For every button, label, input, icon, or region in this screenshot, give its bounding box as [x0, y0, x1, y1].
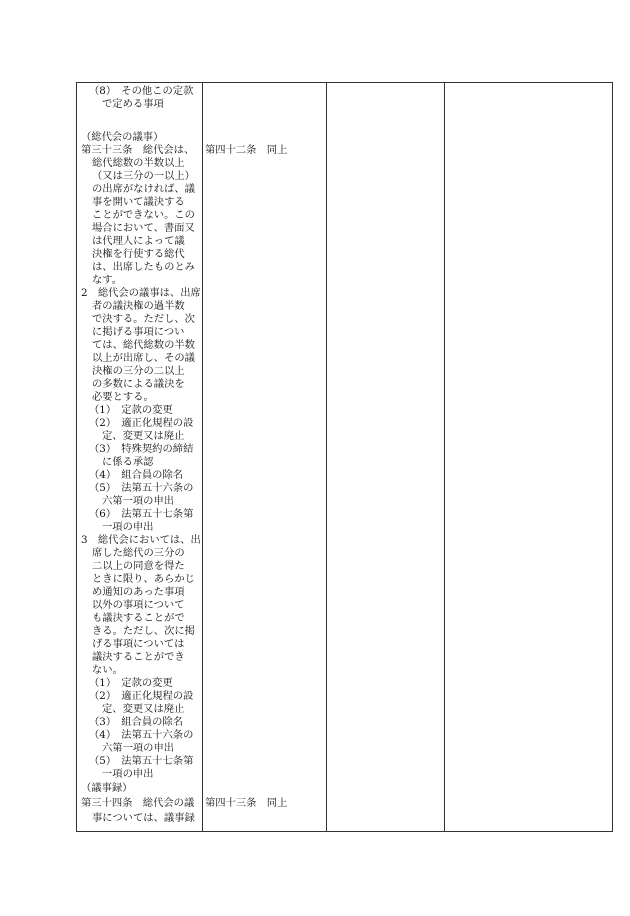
- article-text-line: 必要とする。: [92, 391, 154, 403]
- article-text-line: 六第一項の申出: [102, 495, 175, 507]
- regulation-comparison-table: [76, 82, 613, 832]
- article-text-line: （2） 適正化規程の設: [89, 690, 194, 702]
- article-text-line: 第三十三条 総代会は、: [81, 144, 195, 156]
- column-divider-3: [444, 83, 445, 831]
- reference-text-line: 第四十二条 同上: [205, 144, 288, 156]
- article-text-line: 一項の申出: [102, 521, 154, 533]
- article-text-line: 決権を行使する総代: [92, 248, 185, 260]
- article-text-line: （3） 特殊契約の締結: [89, 443, 194, 455]
- article-text-line: ては、総代総数の半数: [92, 339, 195, 351]
- article-text-line: なす。: [92, 274, 123, 286]
- article-text-line: （1） 定款の変更: [89, 404, 173, 416]
- article-text-line: （総代会の議事）: [81, 131, 164, 143]
- article-text-line: 総代総数の半数以上: [92, 157, 185, 169]
- article-text-line: に係る承認: [102, 456, 154, 468]
- reference-text-line: 第四十三条 同上: [205, 797, 288, 809]
- article-text-line: 一項の申出: [102, 768, 154, 780]
- empty-column-3: [330, 83, 440, 831]
- article-text-line: 以外の事項について: [92, 599, 185, 611]
- article-text-line: （又は三分の一以上）: [92, 170, 195, 182]
- article-text-line: 以上が出席し、その議: [92, 352, 195, 364]
- article-text-line: （1） 定款の変更: [89, 677, 173, 689]
- article-text-line: ときに限り、あらかじ: [92, 573, 195, 585]
- article-text-line: の出席がなければ、議: [92, 183, 195, 195]
- article-text-line: で決する。ただし、次: [92, 313, 195, 325]
- article-text-line: 席した総代の三分の: [92, 547, 185, 559]
- article-text-line: 六第一項の申出: [102, 742, 175, 754]
- article-text-line: （8） その他この定款: [89, 85, 194, 97]
- article-text-line: め通知のあった事項: [92, 586, 185, 598]
- article-text-line: 3 総代会においては、出: [81, 534, 201, 546]
- article-text-line: は、出席したものとみ: [92, 261, 195, 273]
- article-text-line: ない。: [92, 664, 123, 676]
- article-text-line: げる事項については: [92, 638, 185, 650]
- article-text-line: 事を開いて議決する: [92, 196, 185, 208]
- article-text-line: は代理人によって議: [92, 235, 185, 247]
- article-text-line: （4） 法第五十六条の: [89, 729, 194, 741]
- article-text-line: も議決することがで: [92, 612, 185, 624]
- article-text-line: （6） 法第五十七条第: [89, 508, 194, 520]
- article-text-line: ことができない。この: [92, 209, 195, 221]
- article-text-line: で定める事項: [102, 98, 164, 110]
- article-text-line: （議事録）: [81, 782, 133, 794]
- article-text-line: （4） 組合員の除名: [89, 469, 184, 481]
- article-text-line: に掲げる事項につい: [92, 326, 185, 338]
- article-text-line: （2） 適正化規程の設: [89, 417, 194, 429]
- article-text-line: 議決することができ: [92, 651, 185, 663]
- article-text-line: 場合において、書面又: [92, 222, 195, 234]
- article-text-line: 者の議決権の過半数: [92, 300, 185, 312]
- article-text-line: （3） 組合員の除名: [89, 716, 184, 728]
- column-divider-1: [202, 83, 203, 831]
- article-text-line: の多数による議決を: [92, 378, 185, 390]
- article-text-line: （5） 法第五十七条第: [89, 755, 194, 767]
- article-text-line: 2 総代会の議事は、出席: [81, 287, 201, 299]
- article-text-line: 第三十四条 総代会の議: [81, 797, 195, 809]
- article-text-line: 定、変更又は廃止: [102, 703, 185, 715]
- article-text-line: 決権の三分の二以上: [92, 365, 185, 377]
- article-text-line: 二以上の同意を得た: [92, 560, 185, 572]
- article-text-line: きる。ただし、次に掲: [92, 625, 195, 637]
- empty-column-4: [448, 83, 608, 831]
- column-divider-2: [326, 83, 327, 831]
- article-text-line: 事については、議事録: [92, 812, 195, 824]
- article-text-line: （5） 法第五十六条の: [89, 482, 194, 494]
- article-text-line: 定、変更又は廃止: [102, 430, 185, 442]
